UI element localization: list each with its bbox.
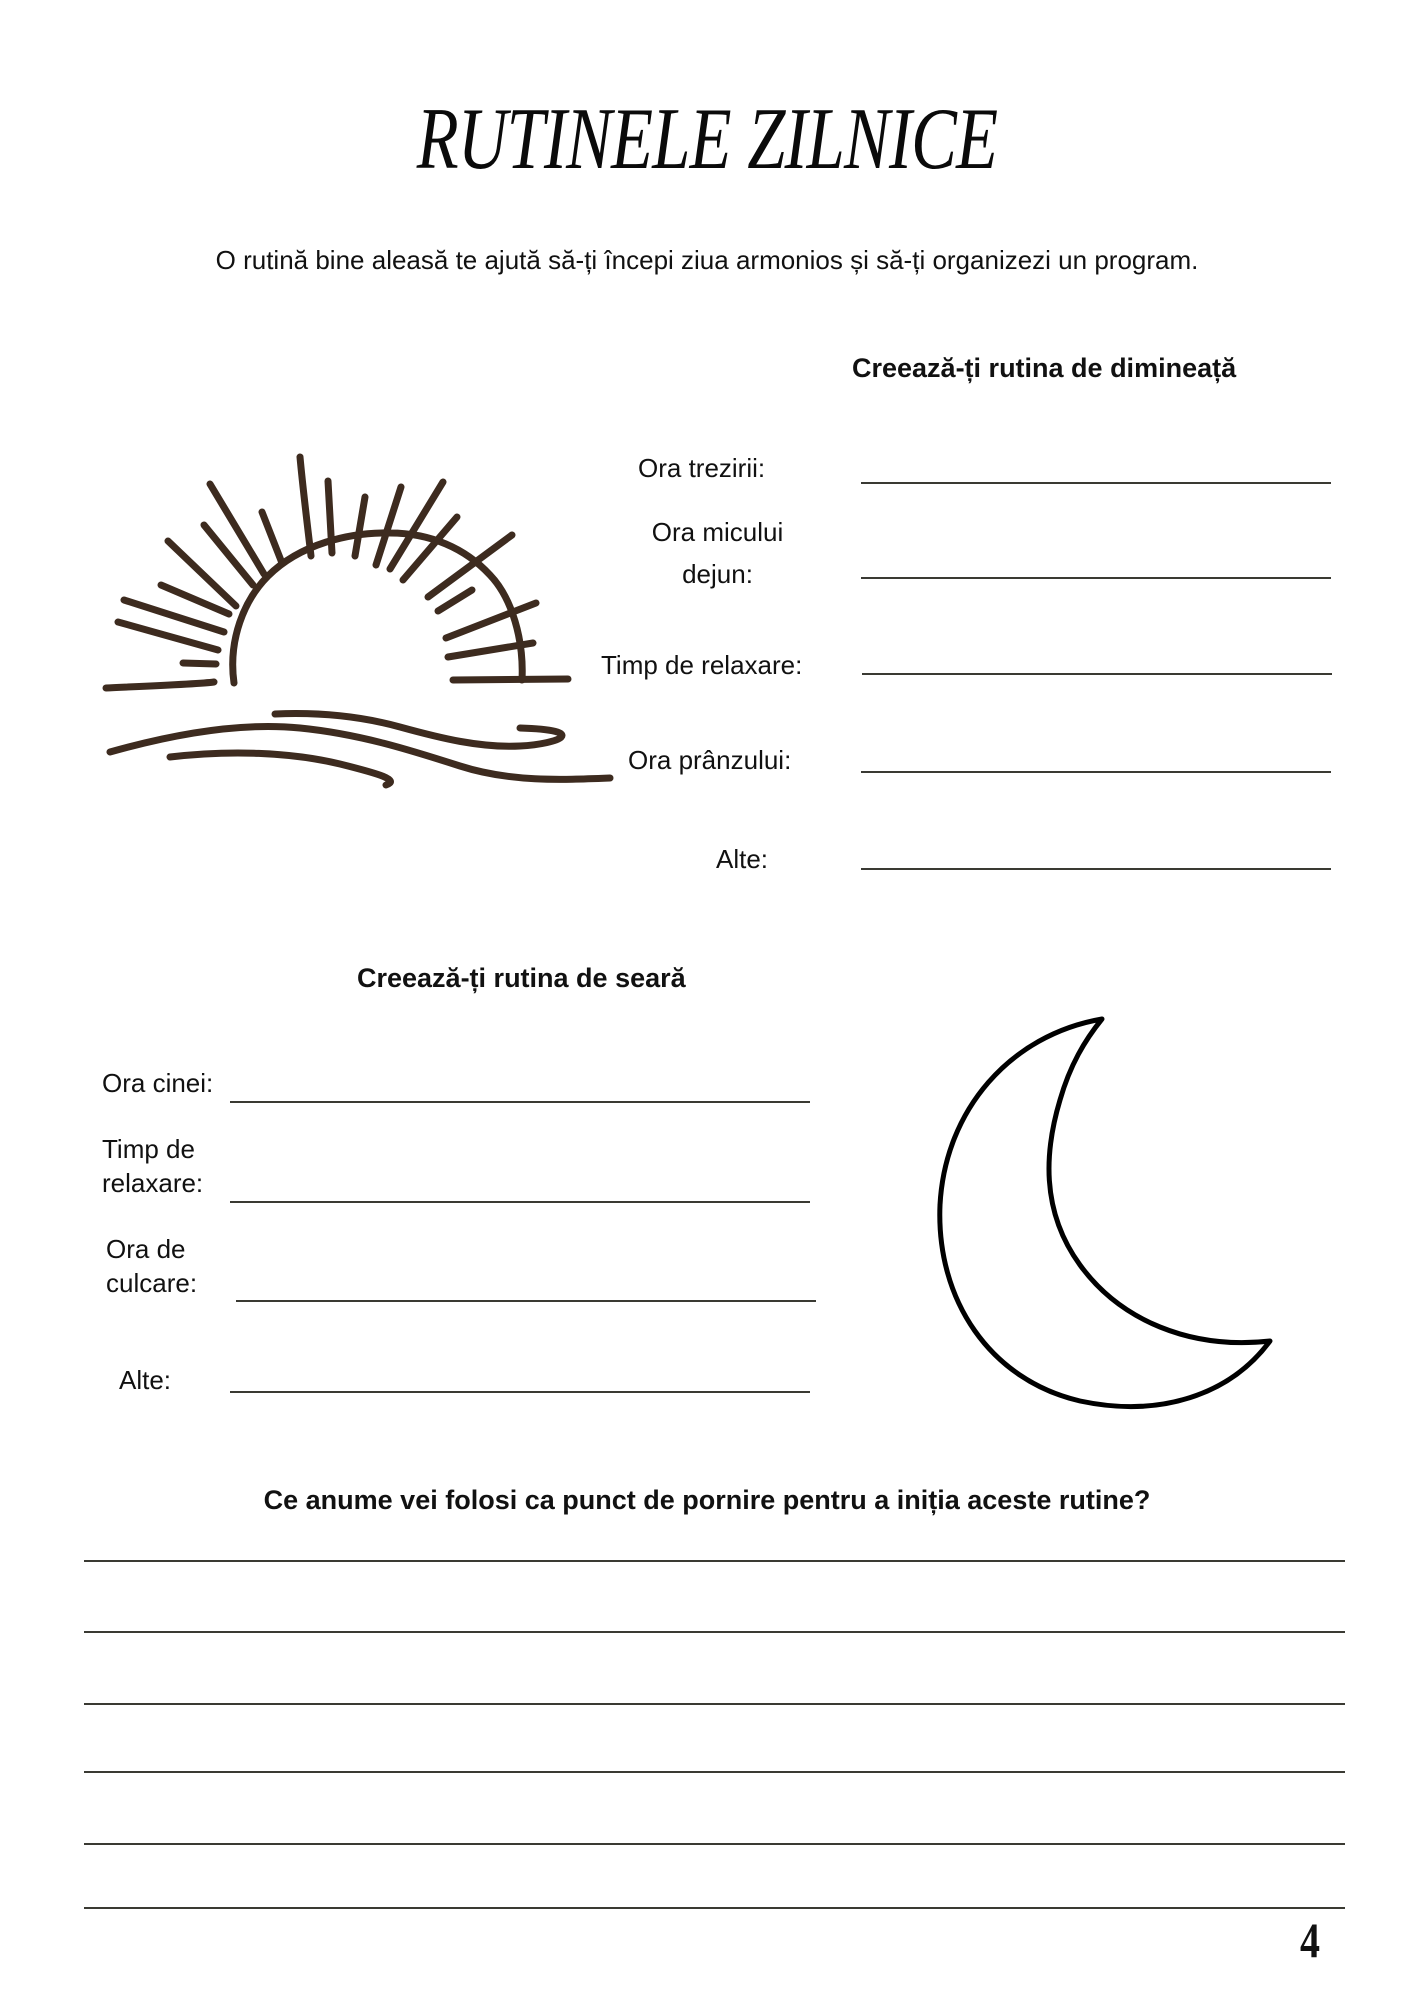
evening-label-bedtime-line2: culcare: <box>106 1268 198 1298</box>
morning-label-relax: Timp de relaxare: <box>601 650 803 680</box>
evening-label-relax-line1: Timp de <box>102 1134 195 1164</box>
morning-label-wake: Ora trezirii: <box>638 453 766 483</box>
question-heading: Ce anume vei folosi ca punct de pornire pentru a iniția aceste rutine? <box>263 1485 1151 1515</box>
evening-label-dinner: Ora cinei: <box>102 1068 214 1098</box>
answer-line-2[interactable] <box>84 1631 1345 1633</box>
evening-heading: Creează-ți rutina de seară <box>357 963 686 993</box>
answer-line-1[interactable] <box>84 1560 1345 1562</box>
morning-label-breakfast-line2: dejun: <box>682 559 753 589</box>
morning-label-breakfast-line1: Ora micului <box>651 517 784 547</box>
morning-heading: Creează-ți rutina de dimineață <box>852 353 1237 383</box>
answer-line-3[interactable] <box>84 1703 1345 1705</box>
morning-label-other: Alte: <box>716 844 769 874</box>
morning-label-lunch: Ora prânzului: <box>628 745 792 775</box>
evening-label-other: Alte: <box>119 1365 172 1395</box>
answer-line-6[interactable] <box>84 1907 1345 1909</box>
evening-label-bedtime-line1: Ora de <box>106 1234 186 1264</box>
intro-text: O rutină bine aleasă te ajută să-ți începi ziua armonios și să-ți organizezi un program. <box>215 245 1199 275</box>
page-number: 4 <box>1300 1912 1320 1968</box>
evening-label-relax-line2: relaxare: <box>102 1168 204 1198</box>
answer-line-4[interactable] <box>84 1771 1345 1773</box>
answer-line-5[interactable] <box>84 1843 1345 1845</box>
page-title: RUTINELE ZILNICE <box>416 91 998 188</box>
